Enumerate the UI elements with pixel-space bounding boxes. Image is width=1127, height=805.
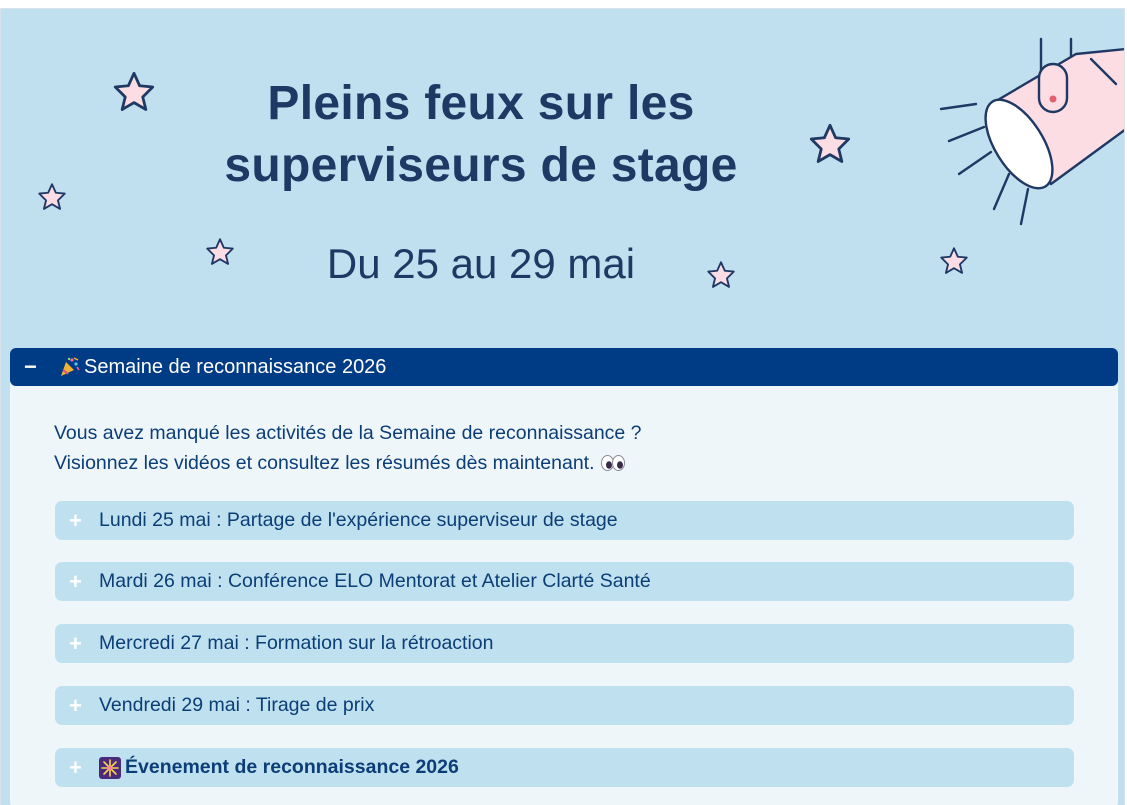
accordion-item-label: Évenement de reconnaissance 2026 [125,756,459,778]
intro-line: Visionnez les vidéos et consultez les résumés dès maintenant. [54,452,595,474]
fireworks-icon [99,757,121,779]
banner [1,9,1125,349]
eyes-icon [600,454,626,472]
intro-text [54,418,642,478]
party-popper-icon [58,356,80,378]
expand-icon: + [69,569,82,594]
accordion-item-label: Mardi 26 mai : Conférence ELO Mentorat et Atelier Clarté Santé [99,570,651,592]
accordion-item-wednesday[interactable] [55,624,1074,663]
page-frame [0,8,1125,805]
intro-line: Vous avez manqué les activités de la Semaine de reconnaissance ? [54,422,642,444]
accordion-item-label: Lundi 25 mai : Partage de l'expérience superviseur de stage [99,509,618,531]
expand-icon: + [69,693,82,718]
accordion-item-label: Vendredi 29 mai : Tirage de prix [99,694,375,716]
accordion-item-label: Mercredi 27 mai : Formation sur la rétroaction [99,632,494,654]
accordion-item-event[interactable] [55,748,1074,787]
banner-date: Du 25 au 29 mai [326,240,636,287]
accordion-item-friday[interactable] [55,686,1074,725]
accordion-panel [10,348,1118,805]
accordion-header[interactable] [10,348,1118,386]
accordion-item-monday[interactable] [55,501,1074,540]
accordion-title: Semaine de reconnaissance 2026 [84,356,387,378]
accordion-item-tuesday[interactable] [55,562,1074,601]
expand-icon: + [69,631,82,656]
collapse-icon: − [24,354,37,379]
expand-icon: + [69,508,82,533]
expand-icon: + [69,755,82,780]
banner-title-line1: Pleins feux sur les [267,77,695,130]
spotlight-icon [941,39,1125,224]
banner-title-line2: superviseurs de stage [224,139,738,192]
